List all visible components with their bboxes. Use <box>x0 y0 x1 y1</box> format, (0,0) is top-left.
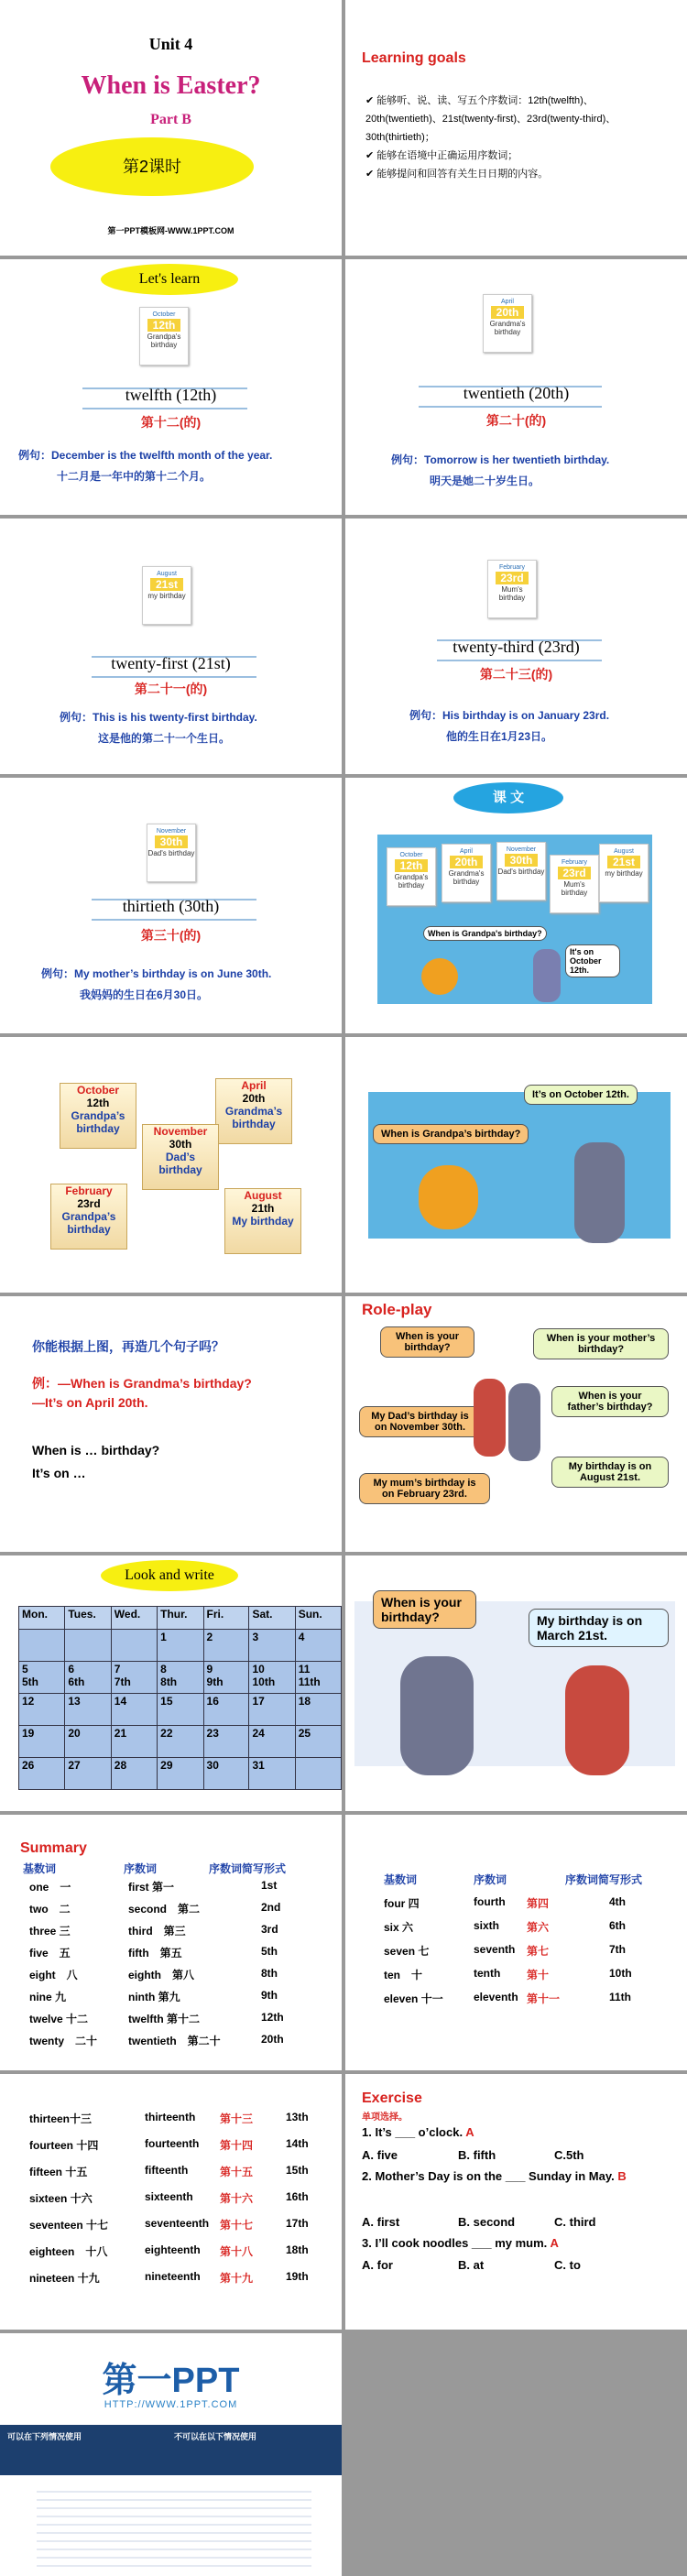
col-header: 序数词 <box>474 1873 507 1886</box>
summary-cell: twenty 二十 <box>29 2035 98 2047</box>
answer-1: A <box>465 2125 474 2139</box>
easel-calendar: November 30th Dad’s birthday <box>142 1124 219 1190</box>
slide-13 <box>0 1555 342 1811</box>
summary-cell: eighteenth <box>145 2243 201 2256</box>
speech-bubble-answer: It's on October 12th. <box>565 944 620 977</box>
summary-cell: thirteenth <box>145 2111 196 2123</box>
summary-cell: four 四 <box>384 1897 420 1910</box>
summary-cell: 第十 <box>527 1969 550 1981</box>
summary-cell: 10th <box>609 1967 632 1980</box>
boy-icon <box>508 1383 540 1461</box>
summary-cell: twelfth 第十二 <box>128 2013 200 2025</box>
usage-forbidden-heading: 不可以在以下情况使用 <box>174 2432 257 2441</box>
goal-item: ✔ 能够提问和回答有关生日日期的内容。 <box>365 169 549 180</box>
robot-icon <box>421 958 458 995</box>
lesson-title: When is Easter? <box>81 71 261 100</box>
roleplay-title: Role-play <box>362 1301 432 1318</box>
example-en: 例句：His birthday is on January 23rd. <box>409 709 610 722</box>
summary-cell: eighteen 十八 <box>29 2245 108 2258</box>
summary-cell: 第十七 <box>220 2219 254 2232</box>
summary-cell: 第六 <box>527 1921 550 1934</box>
word-cn: 第二十(的) <box>485 413 547 428</box>
prompt: 你能根据上图，再造几个句子吗？ <box>32 1339 224 1354</box>
info-band <box>0 2425 342 2475</box>
word-cn: 第二十一(的) <box>134 682 208 696</box>
boy-icon <box>574 1142 625 1243</box>
summary-cell: 第十四 <box>220 2139 254 2152</box>
goal-item: ✔ 能够在语境中正确运用序数词； <box>365 150 518 161</box>
speech-bubble-question: When is your birthday? <box>373 1590 476 1629</box>
easel-calendar: April 20th Grandma’s birthday <box>215 1078 292 1144</box>
options-1: A. five B. fifth C.5th <box>362 2148 584 2162</box>
summary-cell: 9th <box>261 1989 278 2002</box>
example-en: 例句：This is his twenty-first birthday. <box>60 711 257 724</box>
summary-cell: two 二 <box>29 1903 71 1916</box>
slide-11 <box>0 1296 342 1552</box>
summary-cell: 4th <box>609 1895 626 1908</box>
slide-9 <box>0 1037 342 1293</box>
boy-icon <box>533 949 561 1002</box>
easel-calendar: February 23rd Grandpa’s birthday <box>50 1184 127 1250</box>
example-1: 例：—When is Grandma’s birthday? <box>32 1376 252 1391</box>
slide-12 <box>345 1296 687 1552</box>
summary-cell: 第十九 <box>220 2272 254 2285</box>
summary-cell: fourth <box>474 1895 506 1908</box>
goals-list <box>365 92 668 183</box>
calendar-icon: October 12th Grandpa's birthday <box>387 847 436 906</box>
options-3: A. for B. at C. to <box>362 2258 581 2272</box>
summary-cell: five 五 <box>29 1947 71 1959</box>
speech-bubble: When is your father’s birthday? <box>551 1386 669 1417</box>
slide-14 <box>345 1555 687 1811</box>
summary-cell: 2nd <box>261 1901 281 1914</box>
slide-7 <box>0 778 342 1033</box>
summary-cell: 8th <box>261 1967 278 1980</box>
slide-10 <box>345 1037 687 1293</box>
slide-19 <box>0 2333 342 2576</box>
speech-bubble: When is your birthday? <box>380 1326 474 1358</box>
usage-allowed-heading: 可以在下列情况使用 <box>7 2432 82 2441</box>
slide-1 <box>0 0 342 256</box>
calendar-icon: April 20th Grandma's birthday <box>442 844 491 902</box>
calendar-icon: November 30th Dad's birthday <box>147 824 196 882</box>
text-badge: 课 文 <box>453 782 563 813</box>
col-header: 基数词 <box>23 1862 57 1875</box>
summary-cell: 13th <box>286 2111 309 2123</box>
calendar-icon: November 30th Dad's birthday <box>496 842 546 901</box>
easel-calendar: August 21th My birthday <box>224 1188 301 1254</box>
example-cn: 我妈妈的生日在6月30日。 <box>80 988 209 1001</box>
summary-cell: sixth <box>474 1919 500 1932</box>
word-cn: 第二十三(的) <box>479 667 553 682</box>
slide-3 <box>0 259 342 515</box>
speech-bubble: My Dad’s birthday is on November 30th. <box>359 1406 481 1437</box>
girl-icon <box>565 1665 629 1775</box>
summary-cell: fourteen 十四 <box>29 2139 99 2152</box>
summary-cell: twentieth 第二十 <box>128 2035 221 2047</box>
summary-cell: 20th <box>261 2033 284 2046</box>
speech-bubble: When is your mother’s birthday? <box>533 1328 669 1359</box>
summary-cell: eleventh <box>474 1991 518 2003</box>
calendar-icon: August 21st my birthday <box>142 566 191 625</box>
pattern-2: It’s on … <box>32 1466 86 1480</box>
summary-cell: 第七 <box>527 1945 550 1958</box>
slide-4 <box>345 259 687 515</box>
summary-cell: 5th <box>261 1945 278 1958</box>
logo-url: HTTP://WWW.1PPT.COM <box>104 2399 238 2410</box>
example-cn: 十二月是一年中的第十二个月。 <box>57 470 212 483</box>
summary-cell: eleven 十一 <box>384 1992 443 2005</box>
word-cn: 第十二(的) <box>140 415 202 430</box>
example-en: 例句：My mother’s birthday is on June 30th. <box>41 967 272 980</box>
summary-cell: 第十八 <box>220 2245 254 2258</box>
logo: 第一PPT <box>102 2362 240 2400</box>
summary-cell: tenth <box>474 1967 501 1980</box>
summary-cell: 6th <box>609 1919 626 1932</box>
slide-6 <box>345 518 687 774</box>
summary-title: Summary <box>20 1840 87 1856</box>
summary-cell: 第十三 <box>220 2112 254 2125</box>
slide-8 <box>345 778 687 1033</box>
scene <box>368 1092 671 1239</box>
word: twenty-first (21st) <box>111 654 231 672</box>
summary-cell: 3rd <box>261 1923 278 1936</box>
summary-cell: 第十六 <box>220 2192 254 2205</box>
site-label: 第一PPT模板网-WWW.1PPT.COM <box>107 226 234 235</box>
summary-cell: twelve 十二 <box>29 2013 89 2025</box>
slide-5 <box>0 518 342 774</box>
answer-3: A <box>550 2236 559 2250</box>
robot-icon <box>419 1165 478 1229</box>
link-list <box>37 2484 311 2567</box>
summary-cell: 14th <box>286 2137 309 2150</box>
summary-cell: fifteenth <box>145 2164 189 2177</box>
summary-cell: sixteenth <box>145 2190 193 2203</box>
pattern-1: When is … birthday? <box>32 1443 160 1457</box>
summary-cell: six 六 <box>384 1921 414 1934</box>
slide-15 <box>0 1815 342 2070</box>
summary-cell: three 三 <box>29 1925 71 1937</box>
example-cn: 他的生日在1月23日。 <box>446 730 553 743</box>
summary-cell: seventh <box>474 1943 516 1956</box>
summary-cell: 12th <box>261 2011 284 2024</box>
exercise-subtitle: 单项选择。 <box>362 2112 408 2123</box>
speech-bubble: My birthday is on August 21st. <box>551 1457 669 1488</box>
girl-icon <box>474 1379 506 1457</box>
word: thirtieth (30th) <box>122 897 220 915</box>
calendar-table: Mon. Tues. Wed. Thur. Fri. Sat. Sun. 1 2 3 4 5 5th 6 6th 7 7th 8 8th 9 9th 10 10th 11 11th 12 13 14 15 16 17 18 19 20 21 22 23 24 25 26 27 28 29 30 31 <box>18 1606 342 1790</box>
part-label: Part B <box>150 112 191 127</box>
exercise-title: Exercise <box>362 2090 422 2106</box>
lets-learn-badge: Let's learn <box>101 264 238 295</box>
example-cn: 这是他的第二十一个生日。 <box>98 732 231 745</box>
goals-heading: Learning goals <box>362 50 466 66</box>
summary-cell: 17th <box>286 2217 309 2230</box>
scene <box>377 835 652 1004</box>
lesson-badge: 第2课时 <box>50 137 254 196</box>
col-header: 基数词 <box>384 1873 418 1886</box>
slide-2 <box>345 0 687 256</box>
easel-calendar: October 12th Grandpa’s birthday <box>60 1083 136 1149</box>
calendar-icon: October 12th Grandpa's birthday <box>139 307 189 366</box>
speech-bubble-question: When is Grandpa's birthday? <box>423 926 547 941</box>
options-2: A. first B. second C. third <box>362 2215 596 2229</box>
speech-bubble-answer: My birthday is on March 21st. <box>529 1609 669 1647</box>
summary-cell: seventeenth <box>145 2217 210 2230</box>
summary-cell: fifteen 十五 <box>29 2166 88 2178</box>
speech-bubble: My mum’s birthday is on February 23rd. <box>359 1473 490 1504</box>
calendar-icon: April 20th Grandma's birthday <box>483 294 532 353</box>
question-1: 1. It’s ___ o’clock. A <box>362 2125 474 2139</box>
calendar-icon: February 23rd Mum's birthday <box>550 855 599 913</box>
summary-cell: fourteenth <box>145 2137 200 2150</box>
example-cn: 明天是她二十岁生日。 <box>430 475 540 487</box>
summary-cell: 16th <box>286 2190 309 2203</box>
look-write-badge: Look and write <box>101 1560 238 1591</box>
summary-cell: first 第一 <box>128 1881 175 1894</box>
speech-bubble-question: When is Grandpa’s birthday? <box>373 1124 529 1144</box>
summary-cell: 第十五 <box>220 2166 254 2178</box>
summary-cell: third 第三 <box>128 1925 186 1937</box>
calendar-icon: August 21st my birthday <box>599 844 649 902</box>
example-en: 例句：December is the twelfth month of the year. <box>18 449 273 462</box>
question-2: 2. Mother’s Day is on the ___ Sunday in May. B <box>362 2169 627 2183</box>
slide-18 <box>345 2074 687 2330</box>
speech-bubble-answer: It’s on October 12th. <box>524 1085 638 1105</box>
unit-label: Unit 4 <box>148 35 193 53</box>
summary-cell: 第四 <box>527 1897 550 1910</box>
word: twelfth (12th) <box>125 386 217 404</box>
boy-icon <box>400 1656 474 1775</box>
summary-cell: eighth 第八 <box>128 1969 194 1981</box>
summary-cell: 第十一 <box>527 1992 561 2005</box>
col-header: 序数词简写形式 <box>209 1862 287 1875</box>
summary-cell: 11th <box>609 1991 632 2003</box>
summary-cell: one 一 <box>29 1881 71 1894</box>
calendar-icon: February 23rd Mum's birthday <box>487 560 537 618</box>
summary-cell: ten 十 <box>384 1969 423 1981</box>
summary-cell: second 第二 <box>128 1903 201 1916</box>
summary-cell: 18th <box>286 2243 309 2256</box>
slide-17 <box>0 2074 342 2330</box>
summary-cell: nineteen 十九 <box>29 2272 100 2285</box>
summary-cell: 19th <box>286 2270 309 2283</box>
summary-cell: 15th <box>286 2164 309 2177</box>
answer-2: B <box>617 2169 627 2183</box>
col-header: 序数词简写形式 <box>565 1873 643 1886</box>
summary-cell: ninth 第九 <box>128 1991 180 2003</box>
summary-cell: fifth 第五 <box>128 1947 182 1959</box>
summary-cell: seven 七 <box>384 1945 430 1958</box>
summary-cell: nine 九 <box>29 1991 67 2003</box>
example-en: 例句：Tomorrow is her twentieth birthday. <box>391 453 610 466</box>
question-3: 3. I’ll cook noodles ___ my mum. A <box>362 2236 559 2250</box>
summary-cell: seventeen 十七 <box>29 2219 109 2232</box>
word: twenty-third (23rd) <box>453 638 580 656</box>
word: twentieth (20th) <box>463 384 570 402</box>
summary-cell: thirteen十三 <box>29 2112 93 2125</box>
slide-16 <box>345 1815 687 2070</box>
example-2: —It’s on April 20th. <box>32 1395 148 1410</box>
summary-cell: sixteen 十六 <box>29 2192 93 2205</box>
summary-cell: nineteenth <box>145 2270 201 2283</box>
goal-item: ✔ 能够听、说、读、写五个序数词：12th(twelfth)、20th(twentieth)、21st(twenty-first)、23rd(twenty-third)、30th(thirtieth)； <box>365 95 616 143</box>
summary-cell: eight 八 <box>29 1969 78 1981</box>
col-header: 序数词 <box>124 1862 158 1875</box>
summary-cell: 1st <box>261 1879 278 1892</box>
summary-cell: 7th <box>609 1943 626 1956</box>
word-cn: 第三十(的) <box>140 928 202 943</box>
